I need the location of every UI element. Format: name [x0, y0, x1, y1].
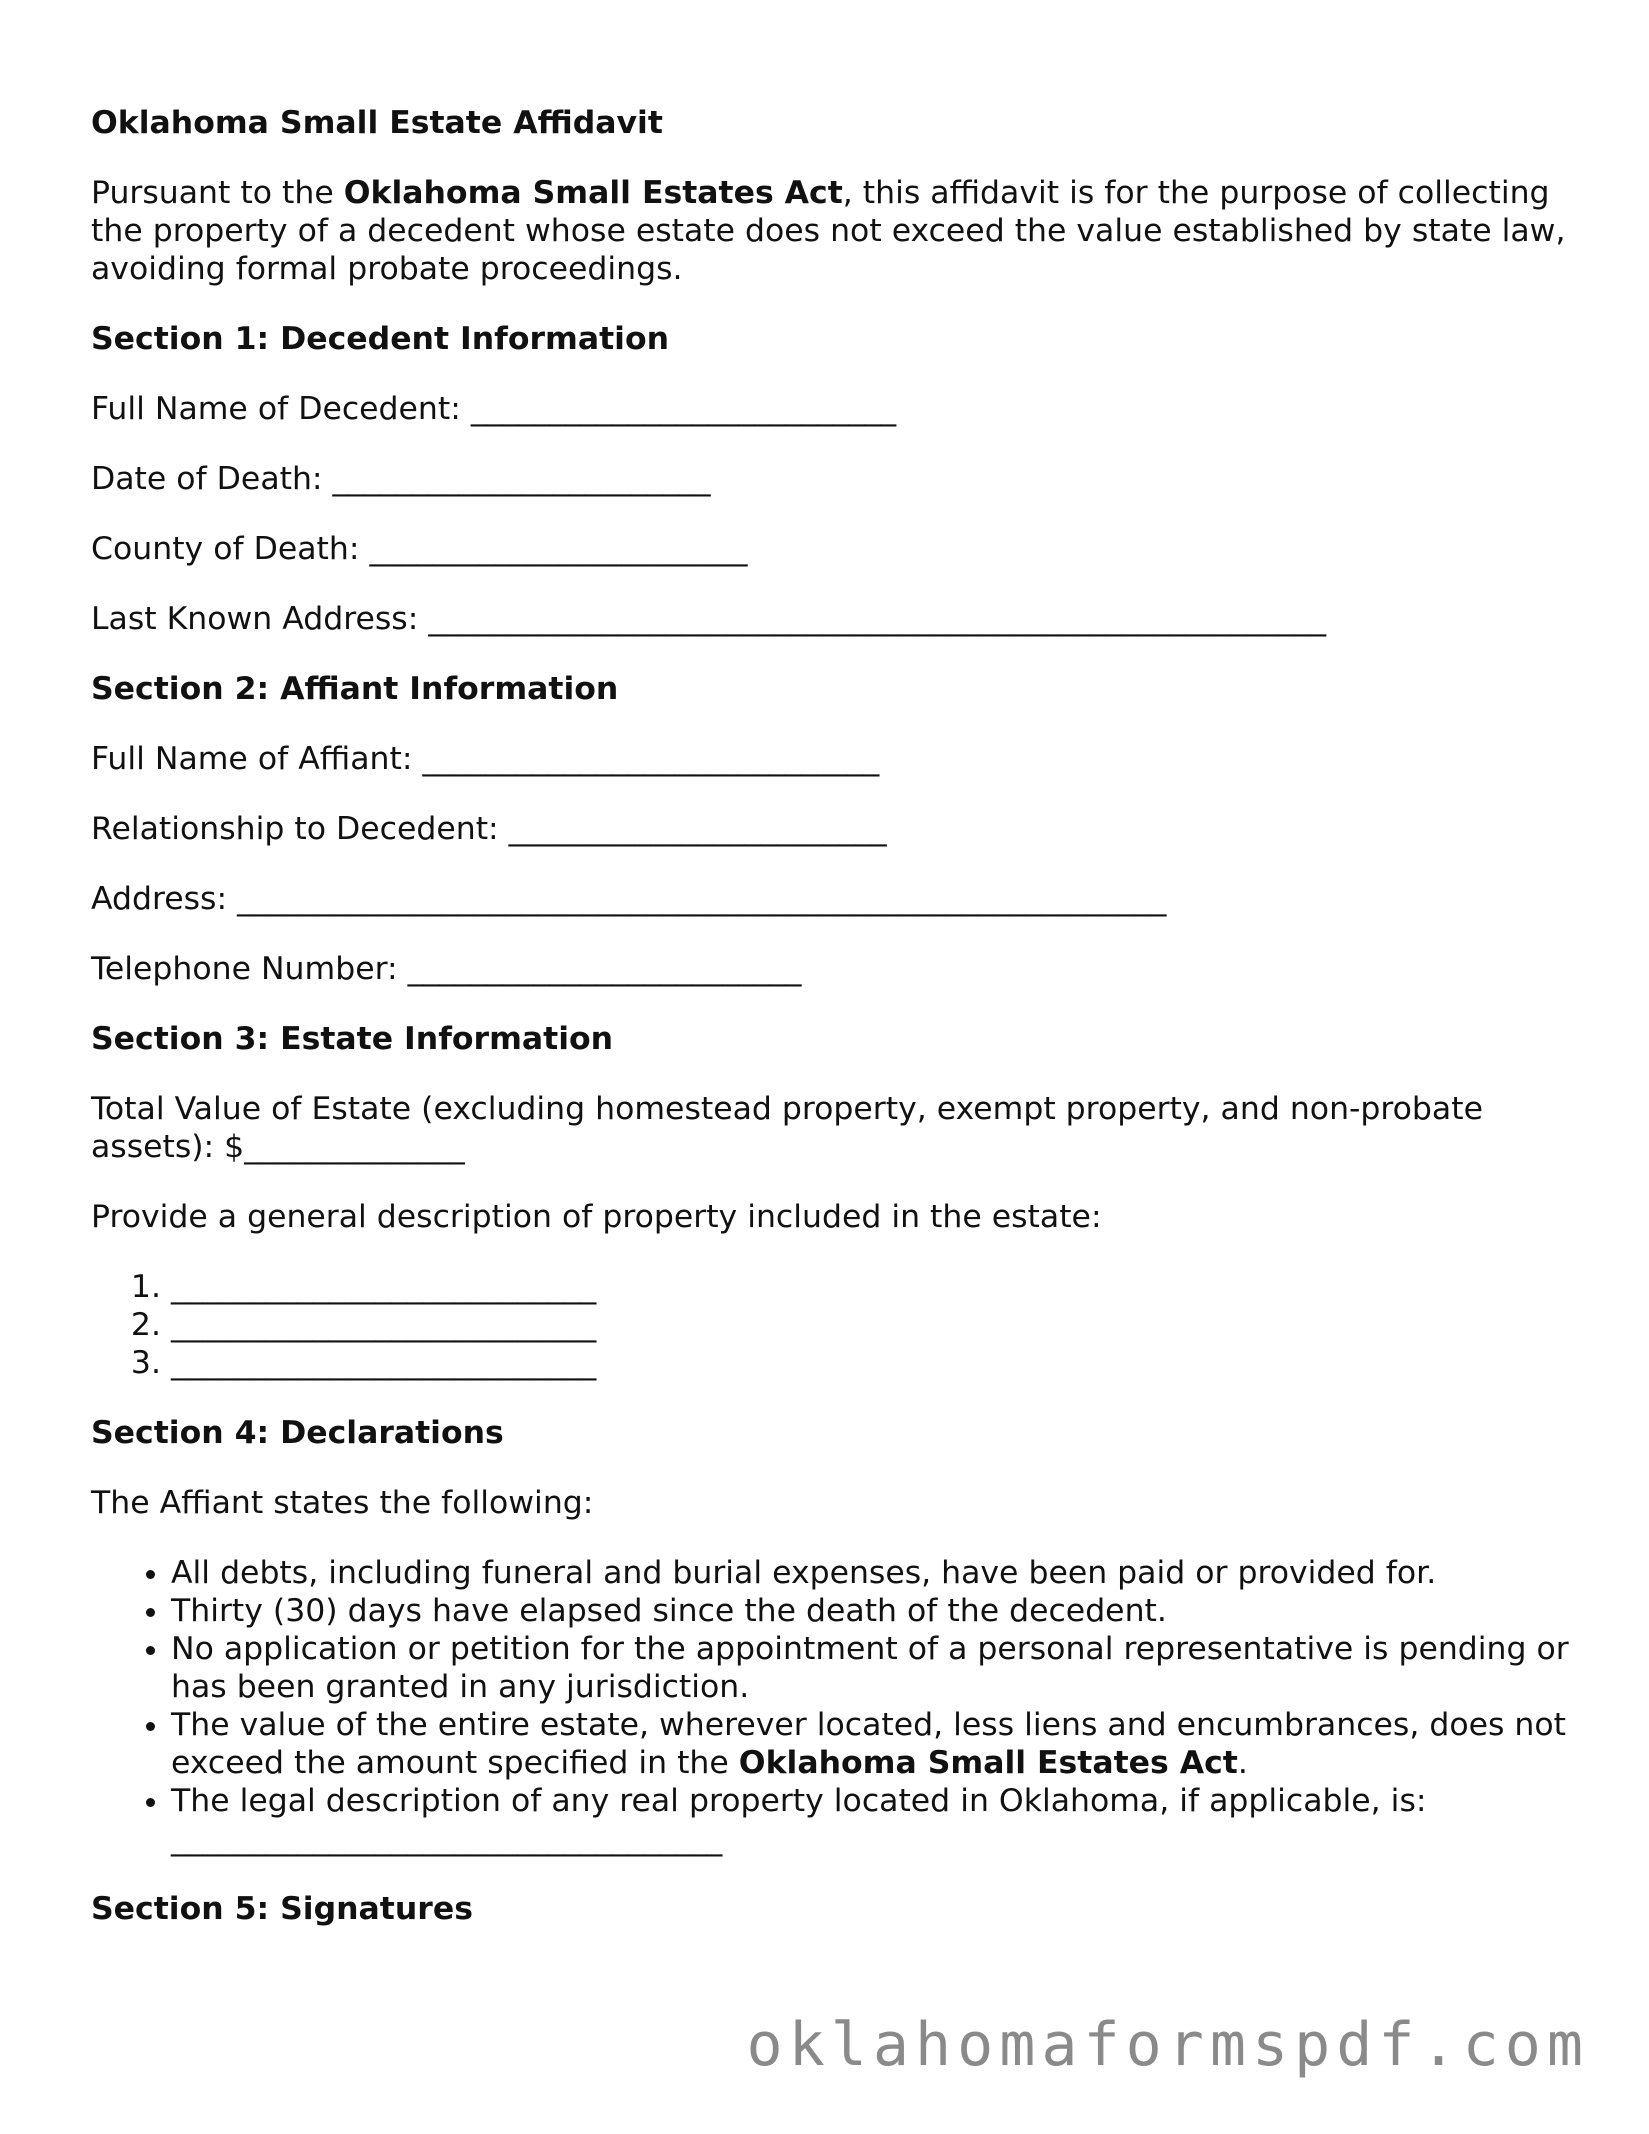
property-item-3[interactable]: 3. ___________________________ [171, 1344, 1581, 1382]
county-of-death-field[interactable]: County of Death: ________________________ [91, 531, 748, 567]
section3-heading: Section 3: Estate Information [91, 1021, 614, 1057]
site-watermark: oklahomaformspdf.com [746, 2010, 1589, 2080]
intro-prefix: Pursuant to the [91, 175, 344, 211]
intro-act-name: Oklahoma Small Estates Act [343, 175, 843, 211]
section5-heading: Section 5: Signatures [91, 1891, 473, 1927]
declarations-list [91, 1554, 1581, 1858]
declaration-debts: • All debts, including funeral and burial expenses, have been paid or provided for. [171, 1554, 1581, 1592]
intro-suffix: , this affidavit is for the purpose of collecting the property of a decedent whose estate does not exceed the value established by state law, avoiding formal probate proceedings. [91, 175, 1566, 287]
declaration-legal-description[interactable]: • The legal description of any real property located in Oklahoma, if applicable, is: ___________________________________ [171, 1782, 1581, 1858]
decedent-name-field[interactable]: Full Name of Decedent: ___________________________ [91, 391, 897, 427]
property-description-prompt: Provide a general description of property included in the estate: [91, 1199, 1102, 1235]
telephone-field[interactable]: Telephone Number: _________________________ [91, 951, 802, 987]
estate-value-prefix: The value of the entire estate, wherever located, less liens and encumbrances, does not exceed the amount specified in the [171, 1707, 1566, 1781]
section2-heading: Section 2: Affiant Information [91, 671, 619, 707]
date-of-death-field[interactable]: Date of Death: ________________________ [91, 461, 711, 497]
declaration-estate-value [171, 1706, 1581, 1782]
property-item-1[interactable]: 1. ___________________________ [171, 1268, 1581, 1306]
total-value-field[interactable]: Total Value of Estate (excluding homestead property, exempt property, and non-probate assets): $______________ [91, 1091, 1483, 1165]
document-title: Oklahoma Small Estate Affidavit [91, 105, 663, 141]
property-item-2[interactable]: 2. ___________________________ [171, 1306, 1581, 1344]
affiant-name-field[interactable]: Full Name of Affiant: _____________________________ [91, 741, 880, 777]
declaration-no-application: • No application or petition for the appointment of a personal representative is pending or has been granted in any jurisdiction. [171, 1630, 1581, 1706]
estate-value-act-name: Oklahoma Small Estates Act [738, 1745, 1238, 1781]
section4-heading: Section 4: Declarations [91, 1415, 504, 1451]
declaration-days-elapsed: • Thirty (30) days have elapsed since the death of the decedent. [171, 1592, 1581, 1630]
section1-heading: Section 1: Decedent Information [91, 321, 670, 357]
affiant-address-field[interactable]: Address: ___________________________________________________________ [91, 881, 1167, 917]
last-known-address-field[interactable]: Last Known Address: _________________________________________________________ [91, 601, 1327, 637]
estate-value-suffix: . [1237, 1745, 1248, 1781]
document-page [91, 104, 1581, 1960]
declarations-lead: The Affiant states the following: [91, 1485, 594, 1521]
relationship-field[interactable]: Relationship to Decedent: ________________________ [91, 811, 887, 847]
intro-paragraph [91, 174, 1581, 288]
property-list [91, 1268, 1581, 1382]
